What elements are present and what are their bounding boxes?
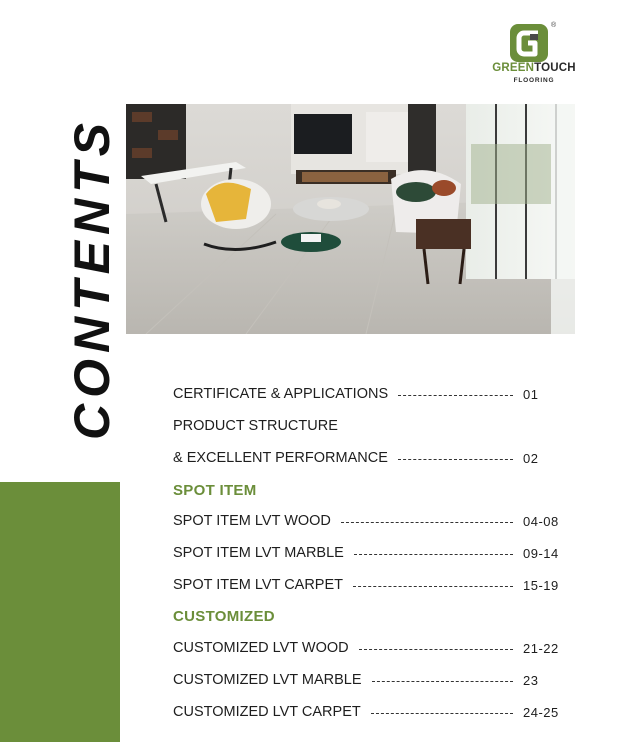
section-heading-customized: CUSTOMIZED bbox=[173, 608, 275, 625]
toc-label: CUSTOMIZED LVT WOOD bbox=[173, 640, 349, 656]
toc-page: 15-19 bbox=[523, 577, 559, 593]
toc-leader bbox=[341, 522, 513, 523]
greentouch-logo-icon bbox=[510, 24, 548, 62]
brand-name-green: GREEN bbox=[492, 62, 535, 74]
toc-entry-spot-wood[interactable] bbox=[173, 511, 563, 531]
toc-entry-custom-marble[interactable] bbox=[173, 670, 563, 690]
toc-leader bbox=[353, 586, 513, 587]
toc-page: 09-14 bbox=[523, 545, 559, 561]
toc-leader bbox=[372, 681, 513, 682]
toc-label: CUSTOMIZED LVT MARBLE bbox=[173, 672, 362, 688]
brand-logo bbox=[484, 22, 584, 92]
toc-label: & EXCELLENT PERFORMANCE bbox=[173, 450, 388, 466]
brand-name-touch: TOUCH bbox=[534, 62, 576, 74]
section-heading-spot-item: SPOT ITEM bbox=[173, 482, 257, 499]
toc-label: SPOT ITEM LVT CARPET bbox=[173, 577, 344, 593]
toc-page: 02 bbox=[523, 450, 539, 466]
toc-label: SPOT ITEM LVT WOOD bbox=[173, 513, 331, 529]
toc-entry-certificate[interactable] bbox=[173, 384, 563, 404]
toc-leader bbox=[371, 713, 513, 714]
toc-leader bbox=[398, 459, 513, 460]
toc-page: 04-08 bbox=[523, 513, 559, 529]
toc-page: 23 bbox=[523, 672, 539, 688]
brand-subtitle: FLOORING bbox=[513, 77, 555, 84]
toc-leader bbox=[359, 649, 513, 650]
green-accent-band bbox=[0, 482, 120, 742]
toc-entry-product-structure[interactable] bbox=[173, 416, 563, 436]
registered-mark: ® bbox=[551, 22, 557, 29]
toc-label: PRODUCT STRUCTURE bbox=[173, 418, 338, 434]
toc-entry-custom-wood[interactable] bbox=[173, 638, 563, 658]
brand-name bbox=[484, 62, 584, 74]
toc-entry-custom-carpet[interactable] bbox=[173, 702, 563, 722]
toc-leader bbox=[398, 395, 513, 396]
toc-page: 01 bbox=[523, 386, 539, 402]
toc-page: 21-22 bbox=[523, 640, 559, 656]
toc-entry-spot-carpet[interactable] bbox=[173, 575, 563, 595]
toc-label: CUSTOMIZED LVT CARPET bbox=[173, 704, 361, 720]
toc-label: CERTIFICATE & APPLICATIONS bbox=[173, 386, 389, 402]
toc-leader bbox=[354, 554, 513, 555]
living-room-photo bbox=[126, 104, 575, 334]
toc-entry-performance[interactable] bbox=[173, 448, 563, 468]
toc-entry-spot-marble[interactable] bbox=[173, 543, 563, 563]
toc-page: 24-25 bbox=[523, 704, 559, 720]
toc-label: SPOT ITEM LVT MARBLE bbox=[173, 545, 344, 561]
contents-title: CONTENTS bbox=[64, 117, 120, 440]
